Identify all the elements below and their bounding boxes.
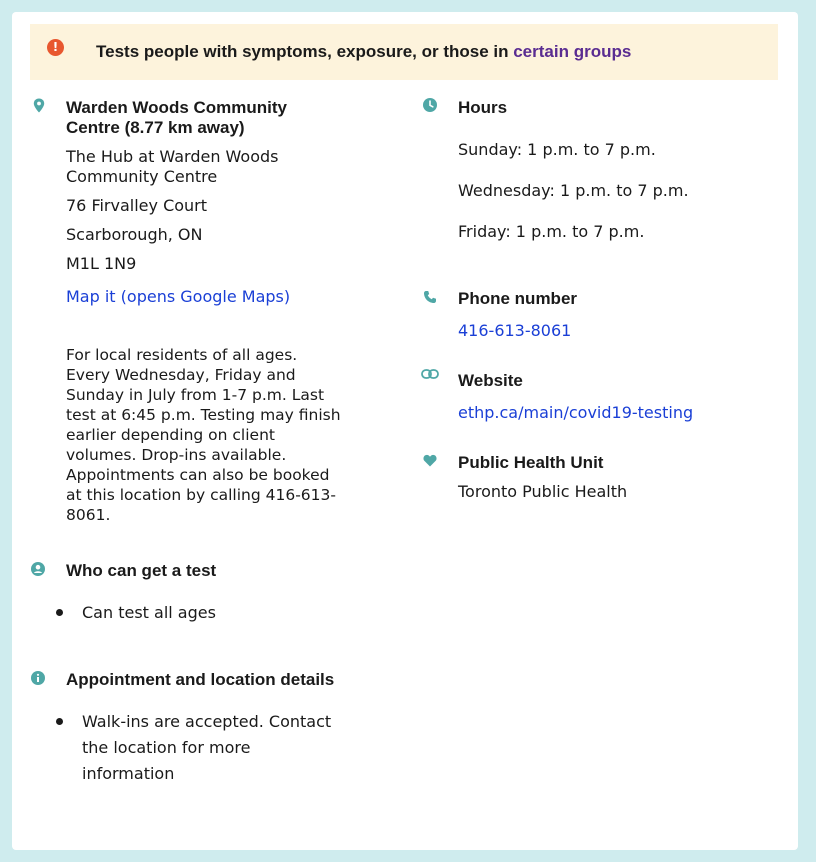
appointment-item-line3: information	[82, 764, 175, 783]
notes-line: 8061.	[66, 506, 111, 524]
map-it-link[interactable]: Map it (opens Google Maps)	[66, 287, 291, 306]
address-street: 76 Firvalley Court	[66, 196, 208, 215]
notes-line: earlier depending on client	[66, 426, 275, 444]
link-icon	[421, 369, 439, 379]
alert-circle-icon: !	[47, 39, 64, 56]
hours-row: Wednesday: 1 p.m. to 7 p.m.	[458, 181, 689, 200]
info-circle-icon	[31, 671, 45, 685]
phone-heading: Phone number	[458, 289, 578, 308]
notes-line: Sunday in July from 1-7 p.m. Last	[66, 386, 325, 404]
hours-heading: Hours	[458, 98, 508, 117]
notes-line: For local residents of all ages.	[66, 346, 298, 364]
location-name-line1: Warden Woods Community	[66, 98, 287, 117]
appointment-item-line2: the location for more	[82, 738, 251, 757]
health-unit-heading: Public Health Unit	[458, 453, 604, 472]
appointment-item-line1: Walk-ins are accepted. Contact	[82, 712, 332, 731]
notes-line: Appointments can also be booked	[66, 466, 330, 484]
phone-link[interactable]: 416-613-8061	[458, 321, 572, 340]
heart-icon	[423, 454, 437, 467]
address-postal: M1L 1N9	[66, 254, 137, 273]
banner-text-prefix: Tests people with symptoms, exposure, or those in	[96, 42, 514, 61]
address-line1a: The Hub at Warden Woods	[66, 147, 279, 166]
hours-row: Sunday: 1 p.m. to 7 p.m.	[458, 140, 656, 159]
phone-icon	[423, 290, 437, 304]
clock-icon	[423, 98, 437, 112]
appointment-heading: Appointment and location details	[66, 670, 335, 689]
certain-groups-link[interactable]: certain groups	[513, 42, 632, 61]
address-city: Scarborough, ON	[66, 225, 203, 244]
location-name-line2: Centre (8.77 km away)	[66, 118, 245, 137]
notes-line: at this location by calling 416-613-	[66, 486, 336, 504]
banner-text	[96, 42, 631, 62]
map-pin-icon	[33, 98, 45, 113]
user-circle-icon	[31, 562, 45, 576]
notes-line: test at 6:45 p.m. Testing may finish	[66, 406, 341, 424]
bullet	[56, 609, 63, 616]
bullet	[56, 718, 63, 725]
health-unit-value: Toronto Public Health	[458, 482, 628, 501]
address-line1b: Community Centre	[66, 167, 218, 186]
website-heading: Website	[458, 371, 523, 390]
notes-line: volumes. Drop-ins available.	[66, 446, 287, 464]
location-notes	[66, 345, 341, 525]
eligibility-banner	[30, 24, 778, 80]
test-centre-card	[12, 12, 798, 850]
notes-line: Every Wednesday, Friday and	[66, 366, 296, 384]
who-item: Can test all ages	[82, 603, 216, 622]
hours-row: Friday: 1 p.m. to 7 p.m.	[458, 222, 645, 241]
who-heading: Who can get a test	[66, 561, 217, 580]
website-link[interactable]: ethp.ca/main/covid19-testing	[458, 403, 694, 422]
